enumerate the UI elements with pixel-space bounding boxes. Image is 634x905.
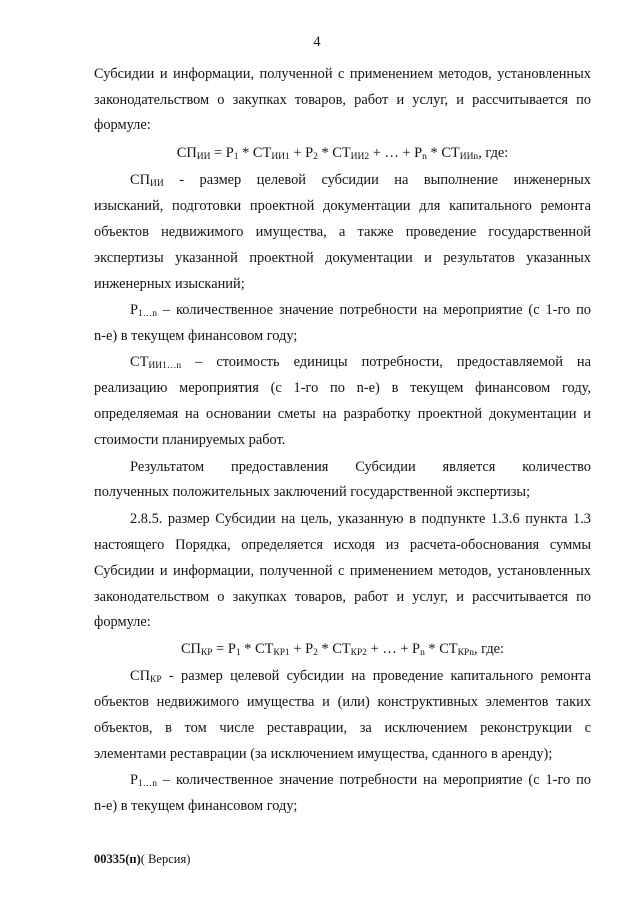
page-number: 4	[313, 34, 321, 50]
subscript: ИИ1	[271, 152, 290, 162]
subscript: КР1	[273, 648, 290, 658]
text-run: - размер целевой субсидии на проведение капитального ремонта	[161, 668, 591, 684]
text-run: , где:	[478, 145, 509, 161]
text-run: СП	[130, 172, 150, 188]
text-line: реализацию мероприятия (с 1-го по n-е) в текущем финансовом году,	[94, 380, 591, 396]
subscript: n	[422, 152, 427, 162]
subscript: ИИ	[150, 179, 164, 189]
text-run: = Р	[212, 641, 236, 657]
subscript: 1	[235, 648, 241, 658]
text-run: СП	[176, 145, 197, 161]
text-run: - размер целевой субсидии на выполнение инженерных	[163, 172, 591, 188]
text-line: законодательством о закупках товаров, работ и услуг, и рассчитывается по	[94, 92, 591, 108]
subscript: ИИ2	[350, 152, 370, 162]
footer	[94, 852, 190, 867]
text-run: + Р	[289, 641, 314, 657]
text-run: – количественное значение потребности на мероприятие (с 1-го по	[157, 772, 591, 788]
text-run: + Р	[289, 145, 314, 161]
text-line: объектов недвижимого имущества и (или) конструктивных элементов таких	[94, 694, 591, 710]
text-run: , где:	[473, 641, 505, 657]
text-line: n-е) в текущем финансовом году;	[94, 328, 298, 344]
subscript: КР2	[350, 648, 368, 658]
text-run: – количественное значение потребности на мероприятие (с 1-го по	[157, 302, 591, 318]
subscript: 2	[313, 648, 318, 658]
subscript: КР	[150, 675, 162, 685]
formula-line	[130, 666, 591, 686]
formula-line	[130, 352, 591, 372]
subscript: 1…n	[138, 309, 158, 319]
subscript: n	[420, 648, 425, 658]
text-line: стоимости планируемых работ.	[94, 432, 286, 448]
text-run: + … + Р	[369, 145, 423, 161]
text-run: СТ	[130, 354, 149, 370]
subscript: 1	[233, 152, 239, 162]
text-line: полученных положительных заключений государственной экспертизы;	[94, 484, 531, 500]
formula-line	[94, 143, 591, 163]
text-line: формуле:	[94, 614, 151, 630]
text-line: определяемая на основании сметы на разработку проектной документации и	[94, 406, 591, 422]
text-run: * СТ	[426, 145, 460, 161]
document-code: 00335(п)	[94, 852, 141, 866]
formula-line	[130, 770, 591, 790]
text-run: * СТ	[317, 145, 351, 161]
text-line: изысканий, подготовки проектной документации для капитального ремонта	[94, 198, 591, 214]
subscript: 2	[313, 152, 318, 162]
subscript: ИИ1…n	[148, 361, 182, 371]
subscript: КР	[200, 648, 213, 658]
text-run: СП	[130, 668, 150, 684]
text-line: n-е) в текущем финансовом году;	[94, 798, 298, 814]
text-run: = Р	[210, 145, 234, 161]
text-line: экспертизы указанной проектной документации и результатов указанных	[94, 250, 591, 266]
text-line: элементами реставрации (за исключением имущества, сданного в аренду);	[94, 746, 553, 762]
subscript: КРn	[457, 648, 474, 658]
text-run: * СТ	[317, 641, 351, 657]
text-line: инженерных изысканий;	[94, 276, 245, 292]
text-line: 2.8.5. размер Субсидии на цель, указанную в подпункте 1.3.6 пункта 1.3	[130, 511, 591, 527]
text-line: Субсидии и информации, полученной с применением методов, установленных	[94, 66, 591, 82]
formula-line	[94, 639, 591, 659]
text-run: – стоимость единицы потребности, предоставляемой на	[181, 354, 591, 370]
text-line: объектов, в том числе реставрации, за исключением реконструкции с	[94, 720, 591, 736]
text-run: * СТ	[240, 641, 274, 657]
text-run: Р	[130, 772, 139, 788]
text-line: законодательством о закупках товаров, работ и услуг, и рассчитывается по	[94, 589, 591, 605]
subscript: 1…n	[138, 779, 158, 789]
text-run: Р	[130, 302, 139, 318]
text-line: Результатом предоставления Субсидии является количество	[130, 459, 591, 475]
subscript: ИИn	[459, 152, 479, 162]
document-version: ( Версия)	[140, 852, 191, 866]
text-run: * СТ	[238, 145, 272, 161]
formula-line	[130, 170, 591, 190]
text-line: Субсидии и информации, полученной с применением методов, установленных	[94, 563, 591, 579]
text-run: + … + Р	[367, 641, 421, 657]
text-line: объектов недвижимого имущества, а также проведение государственной	[94, 224, 591, 240]
text-line: настоящего Порядка, определяется исходя из расчета-обоснования суммы	[94, 537, 591, 553]
subscript: ИИ	[196, 152, 211, 162]
formula-line	[130, 300, 591, 320]
text-run: * СТ	[424, 641, 458, 657]
text-line: формуле:	[94, 117, 151, 133]
text-run: СП	[180, 641, 201, 657]
